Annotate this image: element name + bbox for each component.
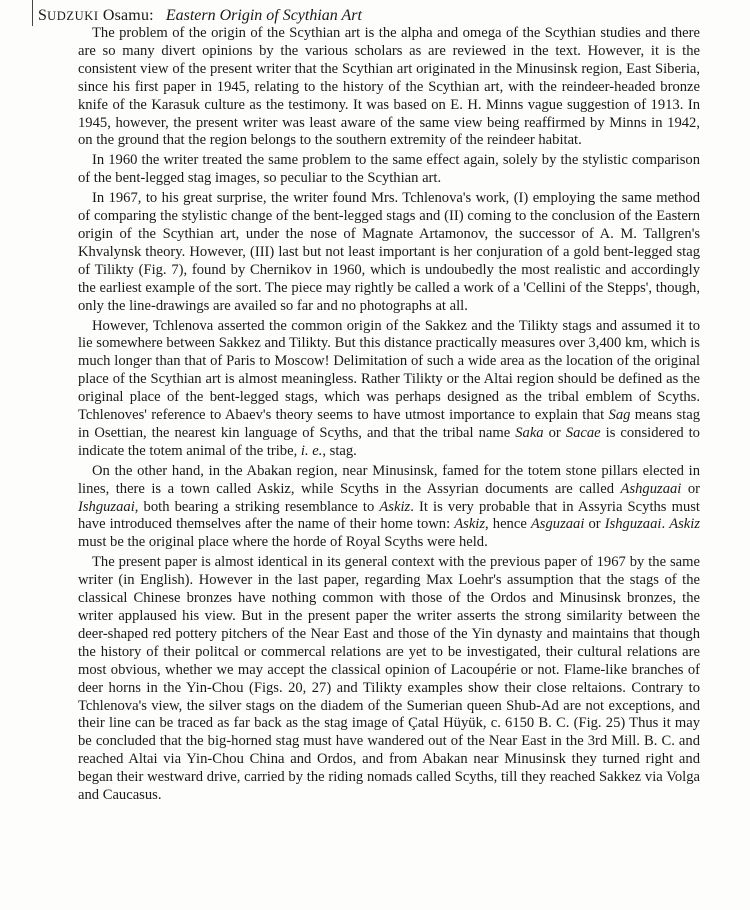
paragraph-text: The present paper is almost identical in its general context with the previous paper of 1967 by the same writer (in English). However in the last paper, regarding Max Loehr's assumption that the stags of the classical Chinese bronzes have nothing common with those of the Ordos and Minusinsk bronzes, the writer applaused his view. But in the present paper the writer asserts the strong similarity between the deer-shaped red pottery pitchers of the Near East and those of the Yin dynasty and maintains that though the history of their politcal or commercal relations are yet to be investigated, their cultural relations are most obvious, whether we may accept the classical opinion of Lacoupérie or not. Flame-like branches of deer horns in the Yin-Chou (Figs. 20, 27) and Tilikty examples show their close reltaions. Contrary to Tchlenova's view, the silver stags on the diadem of the Sumerian queen Shub-Ad are not exceptions, and their line can be traced as far back as the stag image of Çatal Hüyük, c. 6150 B. C. (Fig. 25) Thus it may be concluded that the big-horned stag must have wandered out of the Near East in the 3rd Mill. B. C. and reached Altai via Yin-Chou China and Ordos, and from Abakan near Minusinsk they turned right and began their westward drive, carried by the riding nomads called Scyths, till they reached Sakkez via Volga and Caucasus. (78, 554, 700, 804)
paragraph (78, 25, 700, 150)
italic-term: Askiz (669, 516, 700, 533)
paragraph-text: . It is very probable that in Assyria Scyths must have introduced themselves after the name of their home town: (78, 498, 700, 533)
author-surname-rest: UDZUKI (47, 9, 99, 23)
author-given-name: Osamu: (98, 7, 154, 24)
paragraph-text: In 1967, to his great surprise, the writer found Mrs. Tchlenova's work, (I) employing the same method of comparing the stylistic change of the bent-legged stags and (II) coming to the conclusion of the Eastern origin of the Scythian art, under the nose of Magnate Artamonov, the successor of A. M. Tallgren's Khvalynsk theory. However, (III) last but not least important is her conjuration of a gold bent-legged stag of Tilikty (Fig. 7), found by Chernikov in 1960, which is undoubedly the most realistic and accordingly the earliest example of the sort. The piece may rightly be called a work of a 'Cellini of the Stepps', though, only the line-drawings are availed so far and no photographs at all. (78, 190, 700, 314)
italic-term: Saka (515, 424, 544, 441)
paragraph (78, 152, 700, 188)
running-header (38, 6, 362, 26)
paragraph-text: On the other hand, in the Abakan region, near Minusinsk, famed for the totem stone pillars elected in lines, there is a town called Askiz, while Scyths in the Assyrian documents are called (78, 462, 700, 497)
paragraph (78, 463, 700, 553)
paragraph (78, 318, 700, 461)
paragraph-text: must be the original place where the horde of Royal Scyths were held. (78, 534, 488, 551)
italic-term: Sacae (565, 424, 601, 441)
paragraph-text: , both bearing a striking resemblance to (134, 498, 380, 515)
header-margin-rule (32, 0, 33, 26)
paragraph-text: or (584, 516, 605, 533)
paragraph-text: or (543, 424, 566, 441)
author-name (38, 7, 154, 24)
italic-term: Askiz (379, 498, 411, 515)
paragraph-text: , stag. (322, 442, 357, 459)
paragraph-text: However, Tchlenova asserted the common origin of the Sakkez and the Tilikty stags and assumed it to lie somewhere between Sakkez and Tilikty. But this distance practically measures over 3,400 km, which is much longer than that of Paris to Moscow! Delimitation of such a wide area as the location of the original place of the Scythian art is almost meaningless. Rather Tilikty or the Altai region should be defined as the original place of the bent-legged stags, which was perhaps designed as the tribal emblem of Scyths. Tchlenoves' reference to Abaev's theory seems to have utmost importance to explain that (78, 317, 700, 424)
author-surname-initial: S (38, 7, 48, 24)
italic-term: i. e. (300, 442, 323, 459)
italic-term: Asguzaai (530, 516, 585, 533)
italic-term: Askiz (454, 516, 486, 533)
paragraph-text: is considered to indicate the totem animal of the tribe, (78, 424, 700, 459)
italic-term: Ishguzaai (604, 516, 662, 533)
paragraph-text: , hence (485, 516, 531, 533)
italic-term: Ashguzaai (620, 480, 682, 497)
paragraph (78, 190, 700, 315)
italic-term: Sag (608, 407, 631, 424)
paragraph-text: means stag in Osettian, the nearest kin language of Scyths, and that the tribal name (78, 407, 700, 441)
paragraph-text: or (681, 480, 701, 497)
paragraph-text: In 1960 the writer treated the same problem to the same effect again, solely by the stylistic comparison of the bent-legged stag images, so peculiar to the Scythian art. (78, 152, 700, 187)
paper-title: Eastern Origin of Scythian Art (165, 7, 362, 24)
abstract-body (78, 25, 700, 805)
paragraph-text: . (661, 516, 670, 533)
italic-term: Ishguzaai (78, 498, 135, 515)
paragraph-text: The problem of the origin of the Scythian art is the alpha and omega of the Scythian studies and there are so many divert opinions by the various scholars as are reviewed in the text. However, it is the consistent view of the present writer that the Scythian art originated in the Minusinsk region, East Siberia, since his first paper in 1945, relating to the history of the Scythian art, with the reindeer-headed bronze knife of the Karasuk culture as the testimony. It was based on E. H. Minns vague suggestion of 1913. In 1945, however, the present writer was least aware of the same view being reaffirmed by Minns in 1942, on the ground that the region belongs to the southern extremity of the reindeer habitat. (78, 25, 700, 149)
paragraph (78, 554, 700, 805)
